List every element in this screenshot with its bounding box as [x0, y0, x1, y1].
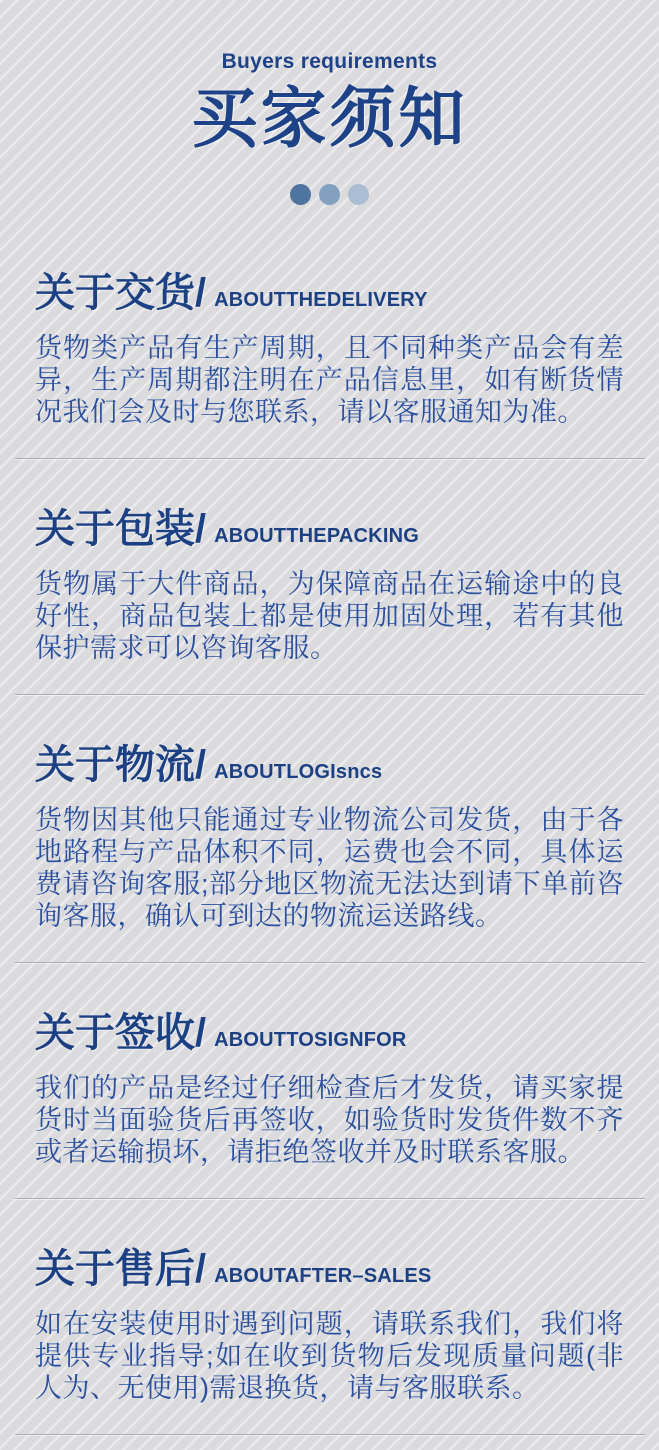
section-divider: [15, 1198, 645, 1199]
section-title-en: ABOUTTOSIGNFOR: [214, 1029, 407, 1051]
section-body: 如在安装使用时遇到问题，请联系我们，我们将提供专业指导;如在收到货物后发现质量问题(非人为、无使用)需退换货，请与客服联系。: [35, 1309, 624, 1403]
section-divider: [15, 962, 645, 963]
section-heading: [35, 505, 624, 560]
notice-sections: [0, 269, 659, 1435]
section-title-en: ABOUTLOGIsncs: [214, 761, 383, 783]
section-body: 货物类产品有生产周期，且不同种类产品会有差异，生产周期都注明在产品信息里，如有断货情况我们会及时与您联系，请以客服通知为准。: [35, 333, 624, 427]
pagination-dot: [290, 184, 311, 205]
pagination-dots: [0, 184, 659, 205]
pagination-dot: [348, 184, 369, 205]
section-title-zh: 关于签收/: [35, 1011, 207, 1055]
section-heading: [35, 1245, 624, 1300]
section-body: 货物因其他只能通过专业物流公司发货，由于各地路程与产品体积不同，运费也会不同，具体运费请咨询客服;部分地区物流无法达到请下单前咨询客服，确认可到达的物流运送路线。: [35, 805, 624, 931]
section-sign-for: [35, 1009, 624, 1168]
section-divider: [15, 458, 645, 459]
section-divider: [15, 1434, 645, 1435]
section-heading: [35, 1009, 624, 1064]
page-header: [0, 0, 659, 205]
section-title-zh: 关于交货/: [35, 271, 207, 315]
section-heading: [35, 741, 624, 796]
eyebrow-text: Buyers requirements: [221, 50, 438, 73]
section-packing: [35, 505, 624, 664]
section-heading: [35, 269, 624, 324]
section-title-en: ABOUTTHEDELIVERY: [214, 289, 428, 311]
pagination-dot: [319, 184, 340, 205]
section-divider: [15, 694, 645, 695]
page-title: 买家须知: [191, 81, 468, 155]
section-title-zh: 关于包装/: [35, 507, 207, 551]
section-delivery: [35, 269, 624, 428]
section-body: 我们的产品是经过仔细检查后才发货，请买家提货时当面验货后再签收，如验货时发货件数不齐或者运输损坏，请拒绝签收并及时联系客服。: [35, 1073, 624, 1167]
section-body: 货物属于大件商品，为保障商品在运输途中的良好性，商品包装上都是使用加固处理，若有其他保护需求可以咨询客服。: [35, 569, 624, 663]
section-title-zh: 关于物流/: [35, 743, 207, 787]
section-title-zh: 关于售后/: [35, 1247, 207, 1291]
section-logistics: [35, 741, 624, 932]
section-after-sales: [35, 1245, 624, 1404]
section-title-en: ABOUTTHEPACKING: [214, 525, 419, 547]
section-title-en: ABOUTAFTER–SALES: [214, 1265, 432, 1287]
